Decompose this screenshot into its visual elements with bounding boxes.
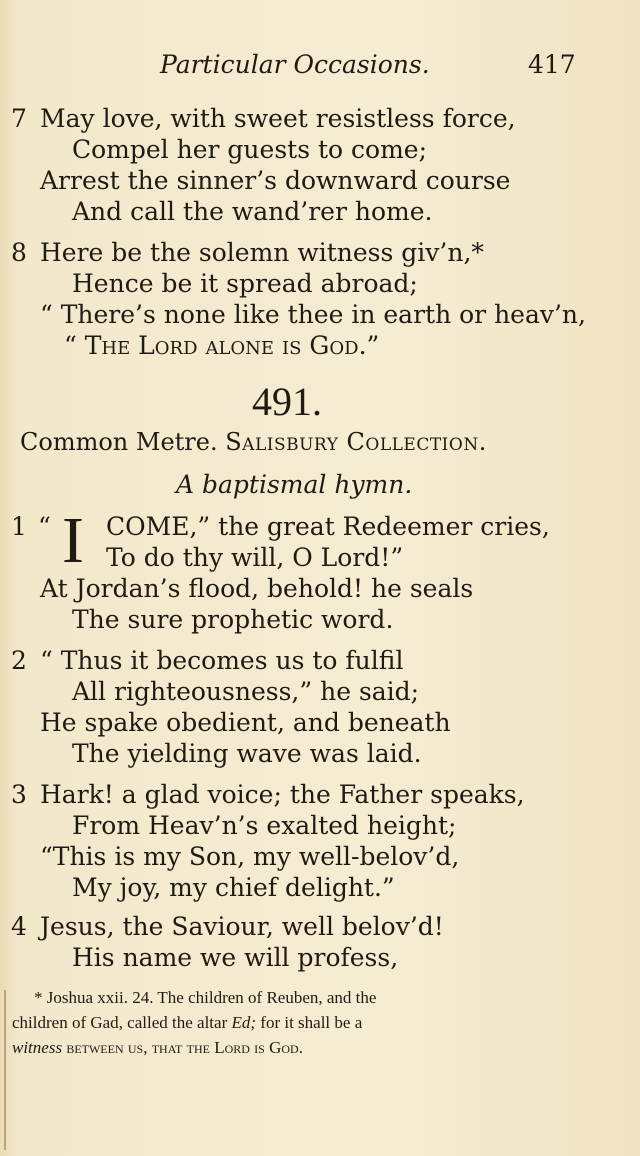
verse-line: Jesus, the Saviour, well belov’d! (40, 912, 444, 941)
verse-line: COME,” the great Redeemer cries, (106, 512, 550, 541)
stanza-number: 7 (11, 104, 27, 133)
footnote-line (12, 1038, 303, 1058)
metre: Common Metre. (20, 428, 218, 456)
hymn-metre-line (20, 428, 487, 456)
stanza-number: 8 (11, 238, 27, 267)
hymn-number: 491. (252, 379, 322, 424)
verse-line: The yielding wave was laid. (72, 739, 422, 768)
verse-line: “ Thus it becomes us to fulfil (40, 646, 404, 675)
running-head: Particular Occasions. (160, 50, 430, 79)
verse-line: He spake obedient, and beneath (40, 708, 451, 737)
hymn-subtitle: A baptismal hymn. (176, 470, 413, 499)
verse-line: Compel her guests to come; (72, 135, 427, 164)
verse-line: My joy, my chief delight.” (72, 873, 395, 902)
footnote-text: for it shall be a (256, 1013, 363, 1032)
verse-line: “ There’s none like thee in earth or heav’n, (40, 300, 586, 329)
footnote-marker: * (34, 988, 43, 1007)
verse-line: May love, with sweet resistless force, (40, 104, 516, 133)
footnote-italic: Ed; (231, 1013, 257, 1032)
stanza-number: 4 (11, 912, 27, 941)
footnote-italic: witness (12, 1038, 63, 1057)
verse-line: Here be the solemn witness giv’n,* (40, 238, 484, 267)
open-quote: “ (38, 512, 51, 541)
footnote-text: between us, that the Lord is God. (62, 1038, 303, 1057)
verse-line: His name we will profess, (72, 943, 399, 972)
drop-cap: I (62, 504, 84, 577)
verse-line: At Jordan’s flood, behold! he seals (40, 574, 474, 603)
page-edge-mark (4, 990, 6, 1150)
verse-line: From Heav’n’s exalted height; (72, 811, 457, 840)
stanza-number: 2 (11, 646, 27, 675)
footnote-line (34, 988, 376, 1008)
verse-line: Hark! a glad voice; the Father speaks, (40, 780, 525, 809)
verse-line: “ The Lord alone is God.” (64, 331, 380, 360)
page-number: 417 (528, 50, 576, 79)
source: Salisbury Collection. (225, 428, 487, 456)
verse-line: The sure prophetic word. (72, 605, 394, 634)
footnote-text: children of Gad, called the altar (12, 1013, 232, 1032)
stanza-number: 1 (11, 512, 27, 541)
verse-line: To do thy will, O Lord!” (106, 543, 404, 572)
verse-line: Hence be it spread abroad; (72, 269, 418, 298)
footnote-text: Joshua xxii. 24. The children of Reuben, and the (46, 988, 377, 1007)
verse-line: Arrest the sinner’s downward course (40, 166, 511, 195)
verse-line: “This is my Son, my well-belov’d, (40, 842, 460, 871)
footnote-line (12, 1013, 362, 1033)
stanza-number: 3 (11, 780, 27, 809)
verse-line: All righteousness,” he said; (72, 677, 420, 706)
verse-line: And call the wand’rer home. (72, 197, 433, 226)
